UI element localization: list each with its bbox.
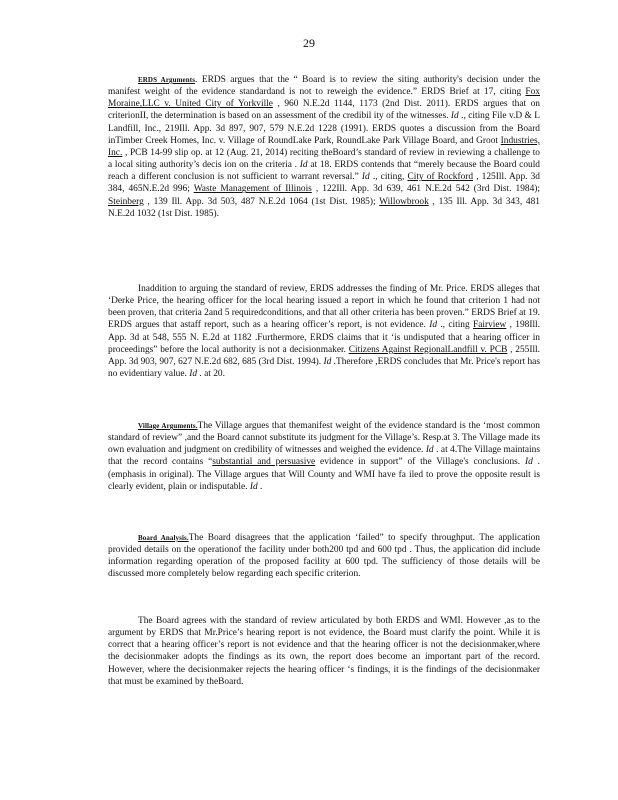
id-citation: Id	[361, 172, 370, 183]
id-citation: Id	[299, 160, 308, 171]
text-run: , 125Ill. App. 3d 384, 465N.E.2d 996;	[108, 172, 540, 195]
paragraph-board-analysis	[108, 532, 540, 581]
id-citation: Id	[425, 445, 434, 456]
text-run: The Board disagrees that the application ‘failed” to specify throughput. The application provided details on the operationof the facility under both200 tpd and 600 tpd . Thus, the application did include information regarding operation of the proposed facility at 600 tpd. The sufficiency of those details will be discussed more completely below regarding each specific criterion.	[108, 533, 540, 580]
text-run: The Village argues that themanifest weight of the evidence standard is the ‘most common standard of review” ,and the Board cannot substitute its judgment for the Village’s. Resp.at 3. The Village made its own evaluation and judgment on credibility of witnesses and weighed the evidence.	[108, 421, 540, 456]
case-citation: Fairview	[472, 320, 507, 331]
section-subheading: ERDS Arguments	[138, 76, 196, 84]
text-run: The Board agrees with the standard of review articulated by both ERDS and WMI. However ,as to the argument by ERDS that Mr.Price’s hearing report is not evidence, the Board must clarify the point. While it is correct that a hearing officer’s report is not evidence and that the hearing officer is not the decisionmaker,where the decisionmaker adopts the findings as its own, the report does become an important part of the record. However, where the decisionmaker rejects the hearing officer ‘s findings, it is the findings of the decisionmaker that must be examined by theBoard.	[108, 616, 540, 687]
paragraph-erds-arguments	[108, 74, 540, 220]
section-subheading: Village Arguments.	[138, 422, 198, 430]
case-citation: Willowbrook	[379, 196, 429, 207]
paragraph-erds-hearing-officer	[108, 283, 540, 380]
text-run: , 139 Ill. App. 3d 503, 487 N.E.2d 1064 (1st Dist. 1985);	[143, 196, 380, 207]
case-citation: Fox Moraine,LLC v. United City of Yorkville	[108, 87, 540, 110]
id-citation: Id	[189, 369, 198, 380]
text-run: , PCB 14-99 slip op. at 12 (Aug. 21, 2014) reciting theBoard’s standard of review in reviewing a challenge to a local siting authority’s decis ion on the criteria .	[108, 147, 540, 171]
paragraph-board-standard-of-review	[108, 615, 540, 688]
text-run: . at 4.The Village maintains that the record contains “	[108, 445, 540, 468]
id-citation: Id	[450, 111, 459, 122]
id-citation: Id	[323, 356, 332, 367]
case-citation: Waste Management of Illinois	[193, 184, 312, 195]
id-citation: Id	[249, 481, 258, 492]
id-citation: Id	[429, 320, 438, 331]
case-citation: Steinberg	[108, 196, 144, 207]
text-run: evidence in support” of the Village's conclusions.	[315, 457, 525, 468]
text-run: Inaddition to arguing the standard of review, ERDS addresses the finding of Mr. Price. ERDS alleges that ‘Derke Price, the hearing officer for the local hearing issued a report in which he found that criterion 1 had not been proven, that criteria 2and 5 requiredconditions, and that all other criteria has been proven.” ERDS Brief at 19. ERDS argues that astaff report, such as a hearing officer’s report, is not evidence.	[108, 284, 540, 331]
paragraph-village-arguments	[108, 420, 540, 493]
text-run: .Therefore ,ERDS concludes that Mr. Price's report has no evidentiary value.	[108, 356, 540, 380]
text-run: , 122Ill. App. 3d 639, 461 N.E.2d 542 (3rd Dist. 1984);	[311, 184, 540, 195]
text-run: , 255Ill. App. 3d 903, 907, 627 N.E.2d 682, 685 (3rd Dist. 1994).	[108, 344, 540, 367]
text-run: , 198Ill. App. 3d at 548, 555 N. E.2d at 1182 .Furthermore, ERDS claims that it ‘is undisputed that a hearing officer in proceedings” before the local authority is not a decisionmaker.	[108, 320, 540, 355]
text-run: ., citing File v.D & L Landfill, Inc., 219Ill. App. 3d 897, 907, 579 N.E.2d 1228 (1991). ERDS quotes a discussion from the Board inTimber Creek Homes, Inc. v. Village of RoundLake Park, RoundLake Park Village Board, and Groot	[108, 111, 540, 146]
text-run: ., citing,	[369, 172, 408, 183]
text-run: , 135 Ill. App. 3d 343, 481 N.E.2d 1032 (1st Dist. 1985).	[108, 196, 540, 219]
text-run: . ERDS argues that the “ Board is to review the siting authority's decision under the manifest weight of the evidence standardand is not to reweigh the evidence.” ERDS Brief at 17, citing	[108, 75, 540, 98]
case-citation: Citizens Against RegionalLandfill v. PCB	[348, 344, 508, 355]
section-subheading: Board Analysis.	[138, 534, 189, 542]
case-citation: substantial and persuasive	[212, 457, 316, 468]
text-run: . (emphasis in original). The Village argues that Will County and WMI have fa iled to prove the opposite result is clearly evident, plain or indisputable.	[108, 457, 541, 492]
text-run: at 18. ERDS contends that “merely because the Board could reach a different conclusion is not sufficient to warrant reversal.”	[108, 160, 540, 183]
case-citation: City of Rockford	[407, 172, 474, 183]
id-citation: Id	[525, 457, 533, 468]
text-run: ., citing	[437, 320, 473, 331]
case-citation: Industries, Inc.	[108, 135, 540, 158]
text-run: .	[257, 481, 263, 492]
text-run: , 960 N.E.2d 1144, 1173 (2nd Dist. 2011). ERDS argues that on criterionII, the determination is based on an assessment of the credibil ity of the witnesses.	[108, 99, 540, 122]
text-run: . at 20.	[197, 369, 225, 380]
page-number: 29	[303, 36, 315, 50]
